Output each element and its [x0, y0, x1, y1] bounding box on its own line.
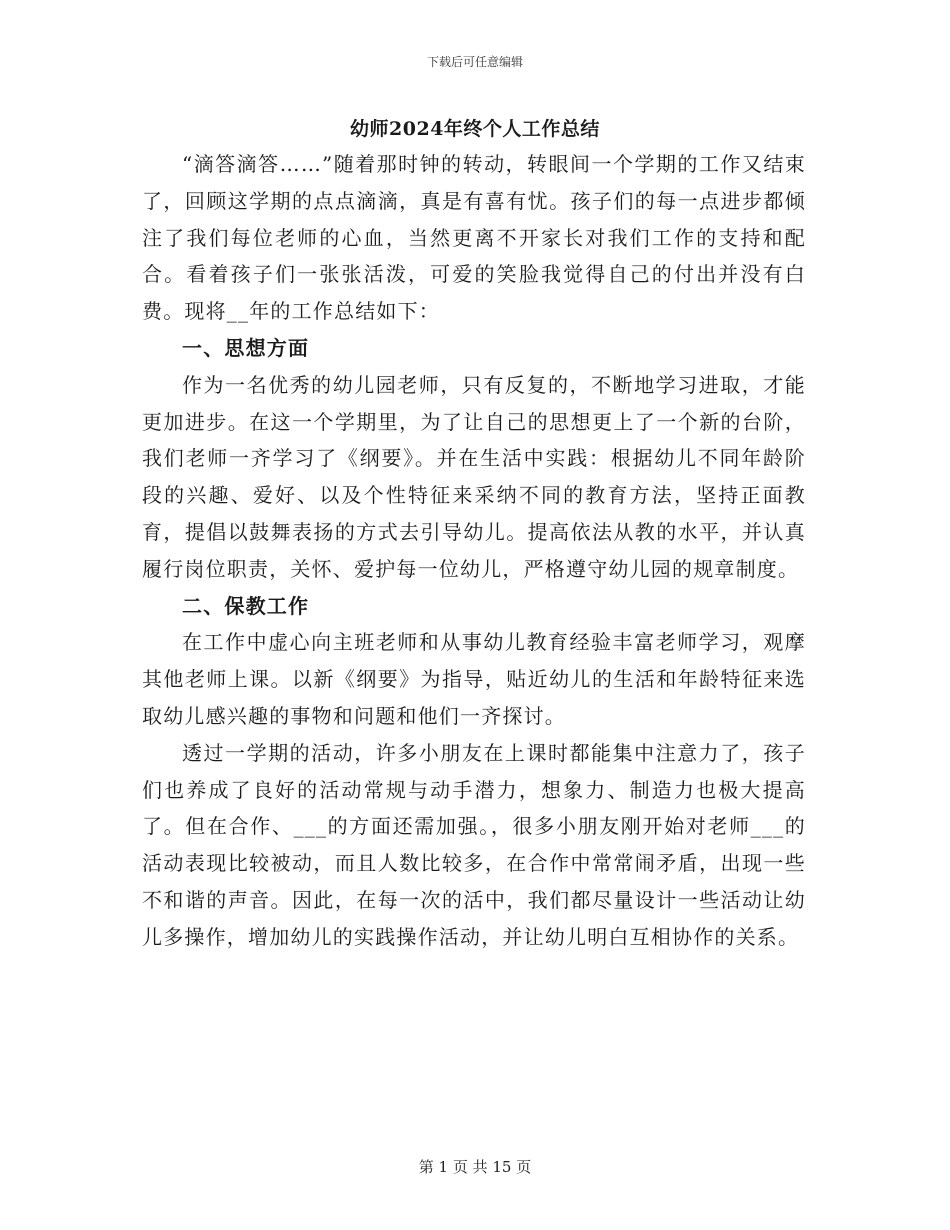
section-heading-thought: 一、思想方面	[182, 335, 310, 360]
document-title: 幼师2024年终个人工作总结	[350, 118, 600, 140]
document-body	[142, 146, 806, 956]
page-footer: 第 1 页 共 15 页	[418, 1158, 532, 1176]
section-care-paragraph-1: 在工作中虚心向主班老师和从事幼儿教育经验丰富老师学习，观摩其他老师上课。以新《纲要》为指导，贴近幼儿的生活和年龄特征来选取幼儿感兴趣的事物和问题和他们一齐探讨。	[142, 630, 806, 728]
section-heading-care-education: 二、保教工作	[182, 593, 310, 618]
intro-paragraph: “滴答滴答……”随着那时钟的转动，转眼间一个学期的工作又结束了，回顾这学期的点点滴滴，真是有喜有忧。孩子们的每一点进步都倾注了我们每位老师的心血，当然更离不开家长对我们工作的支持和配合。看着孩子们一张张活泼，可爱的笑脸我觉得自己的付出并没有白费。现将__年的工作总结如下：	[142, 152, 806, 324]
section-thought-paragraph: 作为一名优秀的幼儿园老师，只有反复的，不断地学习进取，才能更加进步。在这一个学期里，为了让自己的思想更上了一个新的台阶，我们老师一齐学习了《纲要》。并在生活中实践：根据幼儿不同年龄阶段的兴趣、爱好、以及个性特征来采纳不同的教育方法，坚持正面教育，提倡以鼓舞表扬的方式去引导幼儿。提高依法从教的水平，并认真履行岗位职责，关怀、爱护每一位幼儿，严格遵守幼儿园的规章制度。	[142, 372, 806, 581]
header-note: 下载后可任意编辑	[426, 55, 523, 69]
section-care-paragraph-2: 透过一学期的活动，许多小朋友在上课时都能集中注意力了，孩子们也养成了良好的活动常规与动手潜力，想象力、制造力也极大提高了。但在合作、___的方面还需加强。，很多小朋友刚开始对老师___的活动表现比较被动，而且人数比较多，在合作中常常闹矛盾，出现一些不和谐的声音。因此，在每一次的活中，我们都尽量设计一些活动让幼儿多操作，增加幼儿的实践操作活动，并让幼儿明白互相协作的关系。	[142, 740, 806, 949]
